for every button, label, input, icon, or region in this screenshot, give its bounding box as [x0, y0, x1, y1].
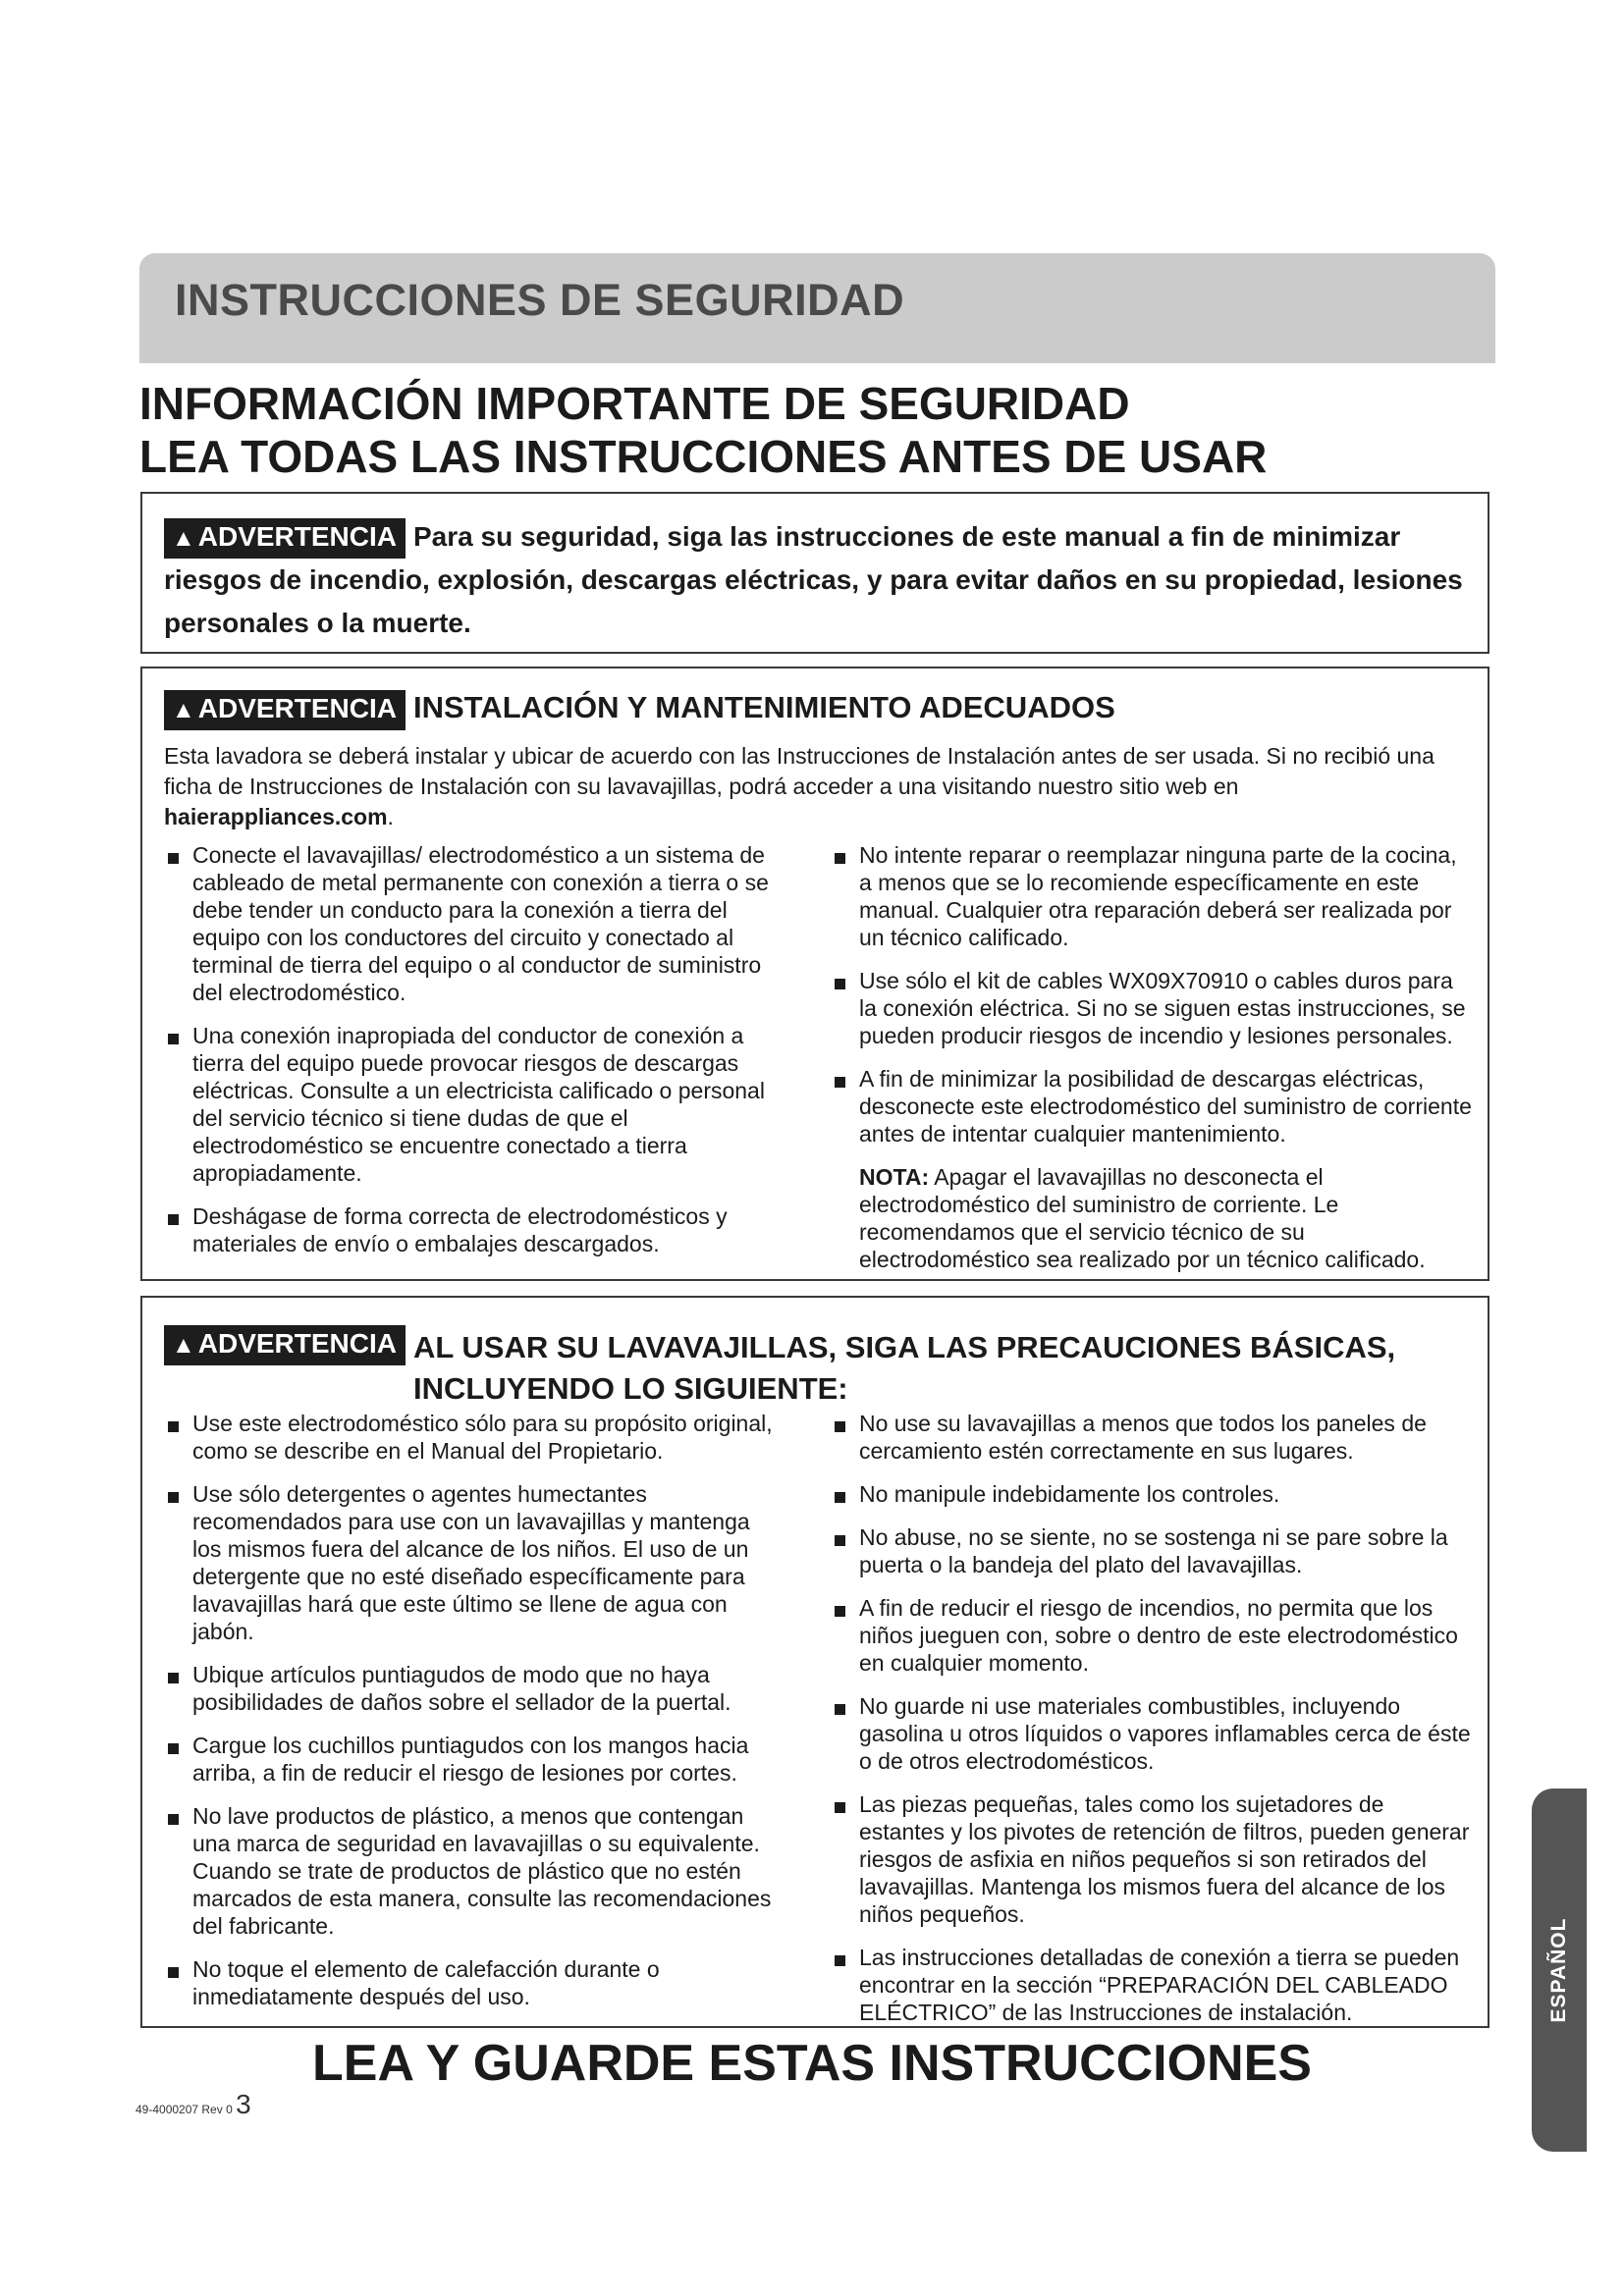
list-item: Conecte el lavavajillas/ electrodoméstico a un sistema de cableado de metal permanente con conexión a tierra o se debe tender un conducto para la conexión a tierra del equipo con los conductores del circuito y conectado al terminal de tierra del equipo o al conductor de suministro del electrodoméstico.: [168, 841, 777, 1006]
list-item: Las piezas pequeñas, tales como los sujetadores de estantes y los pivotes de retención de filtros, pueden generar riesgos de asfixia en niños pequeños si son retirados del lavavajillas. Mantenga los mismos fuera del alcance de los niños pequeños.: [835, 1790, 1473, 1928]
list-item: No intente reparar o reemplazar ninguna parte de la cocina, a menos que se lo recomiende específicamente en este manual. Cualquier otra reparación deberá ser realizada por un técnico calificado.: [835, 841, 1473, 951]
section-header-bar: [139, 253, 1495, 363]
precautions-heading: [413, 1327, 1395, 1410]
nota-text: Apagar el lavavajillas no desconecta el electrodoméstico del suministro de corriente. Le recomendamos que el servicio técnico de su electrodoméstico sea realizado por un técnico calificado.: [859, 1164, 1426, 1272]
list-item: Cargue los cuchillos puntiagudos con los mangos hacia arriba, a fin de reducir el riesgo de lesiones por cortes.: [168, 1732, 777, 1787]
nota-block: [835, 1163, 1473, 1273]
page-title-line1: INFORMACIÓN IMPORTANTE DE SEGURIDAD: [139, 378, 1130, 429]
warning-box-installation: [140, 667, 1489, 1281]
page-footer-code: [135, 2089, 251, 2120]
list-item: No manipule indebidamente los controles.: [835, 1480, 1473, 1508]
warning-triangle-icon: ▲: [172, 525, 195, 552]
warning-triangle-icon: ▲: [172, 1332, 195, 1359]
language-side-tab: [1532, 1789, 1587, 2152]
list-item: No use su lavavajillas a menos que todos los paneles de cercamiento estén correctamente en sus lugares.: [835, 1410, 1473, 1465]
warning-label: ADVERTENCIA: [197, 1328, 397, 1359]
precautions-right-column: [835, 1410, 1473, 2042]
page-number: 3: [236, 2089, 251, 2119]
installation-right-column: [835, 841, 1473, 1273]
list-item: No lave productos de plástico, a menos que contengan una marca de seguridad en lavavajillas o su equivalente. Cuando se trate de productos de plástico que no estén marcados de esta manera, consulte las recomendaciones del fabricante.: [168, 1802, 777, 1940]
list-item: A fin de reducir el riesgo de incendios, no permita que los niños jueguen con, sobre o dentro de este electrodoméstico en cualquier momento.: [835, 1594, 1473, 1677]
list-item: Use sólo detergentes o agentes humectantes recomendados para use con un lavavajillas y mantenga los mismos fuera del alcance de los niños. El uso de un detergente que no esté diseñado específicamente para lavavajillas hará que este último se llene de agua con jabón.: [168, 1480, 777, 1645]
list-item: No guarde ni use materiales combustibles, incluyendo gasolina u otros líquidos o vapores inflamables cerca de éste o de otros electrodomésticos.: [835, 1692, 1473, 1775]
list-item: Use este electrodoméstico sólo para su propósito original, como se describe en el Manual del Propietario.: [168, 1410, 777, 1465]
list-item: No abuse, no se siente, no se sostenga ni se pare sobre la puerta o la bandeja del plato del lavavajillas.: [835, 1523, 1473, 1578]
warning-text: Para su seguridad, siga las instrucciones de este manual a fin de minimizar riesgos de incendio, explosión, descargas eléctricas, y para evitar daños en su propiedad, lesiones personales o la muerte.: [164, 521, 1463, 638]
nota-label: NOTA:: [859, 1164, 930, 1190]
list-item: No toque el elemento de calefacción durante o inmediatamente después del uso.: [168, 1955, 777, 2010]
installation-intro: Esta lavadora se deberá instalar y ubicar de acuerdo con las Instrucciones de Instalación antes de ser usada. Si no recibió una ficha de Instrucciones de Instalación con su lavavajillas, podrá acceder a una visitando nuestro sitio web en haierappliances.com.: [164, 743, 1435, 829]
list-item: A fin de minimizar la posibilidad de descargas eléctricas, desconecte este electrodoméstico del suministro de corriente antes de intentar cualquier mantenimiento.: [835, 1065, 1473, 1148]
precautions-heading-line2: INCLUYENDO LO SIGUIENTE:: [413, 1371, 848, 1406]
section-title: INSTRUCCIONES DE SEGURIDAD: [175, 275, 905, 325]
doc-code: 49-4000207 Rev 0: [135, 2103, 233, 2116]
installation-left-column: [168, 841, 777, 1273]
precautions-left-column: [168, 1410, 777, 2026]
precautions-heading-line1: AL USAR SU LAVAVAJILLAS, SIGA LAS PRECAUCIONES BÁSICAS,: [413, 1330, 1396, 1364]
warning-box-precautions: [140, 1296, 1489, 2028]
list-item: Use sólo el kit de cables WX09X70910 o cables duros para la conexión eléctrica. Si no se siguen estas instrucciones, se pueden producir riesgos de incendio y lesiones personales.: [835, 967, 1473, 1049]
language-tab-label: ESPAÑOL: [1547, 1917, 1570, 2023]
footer-title: LEA Y GUARDE ESTAS INSTRUCCIONES: [312, 2035, 1312, 2092]
warning-label: ADVERTENCIA: [197, 693, 397, 723]
warning-badge: [164, 518, 406, 559]
page-title: [139, 377, 1514, 483]
warning-box-general: [140, 492, 1489, 654]
list-item: Una conexión inapropiada del conductor de conexión a tierra del equipo puede provocar riesgos de descargas eléctricas. Consulte a un electricista calificado o personal del servicio técnico si tiene dudas de que el electrodoméstico se encuentre conectado a tierra apropiadamente.: [168, 1022, 777, 1187]
page-title-line2: LEA TODAS LAS INSTRUCCIONES ANTES DE USAR: [139, 431, 1268, 482]
installation-intro-text: Esta lavadora se deberá instalar y ubicar de acuerdo con las Instrucciones de Instalación antes de ser usada. Si no recibió una ficha de Instrucciones de Instalación con su lavavajillas, podrá acceder a una visitando nuestro sitio web en: [164, 743, 1435, 799]
list-item: Deshágase de forma correcta de electrodomésticos y materiales de envío o embalajes descargados.: [168, 1202, 777, 1257]
list-item: Ubique artículos puntiagudos de modo que no haya posibilidades de daños sobre el sellador de la puertal.: [168, 1661, 777, 1716]
warning-badge: [164, 690, 406, 730]
installation-heading: INSTALACIÓN Y MANTENIMIENTO ADECUADOS: [413, 690, 1115, 724]
website-link[interactable]: haierappliances.com: [164, 804, 388, 829]
warning-badge: [164, 1325, 406, 1365]
warning-triangle-icon: ▲: [172, 697, 195, 723]
warning-label: ADVERTENCIA: [197, 521, 397, 552]
list-item: Las instrucciones detalladas de conexión a tierra se pueden encontrar en la sección “PREPARACIÓN DEL CABLEADO ELÉCTRICO” de las Instrucciones de instalación.: [835, 1944, 1473, 2026]
